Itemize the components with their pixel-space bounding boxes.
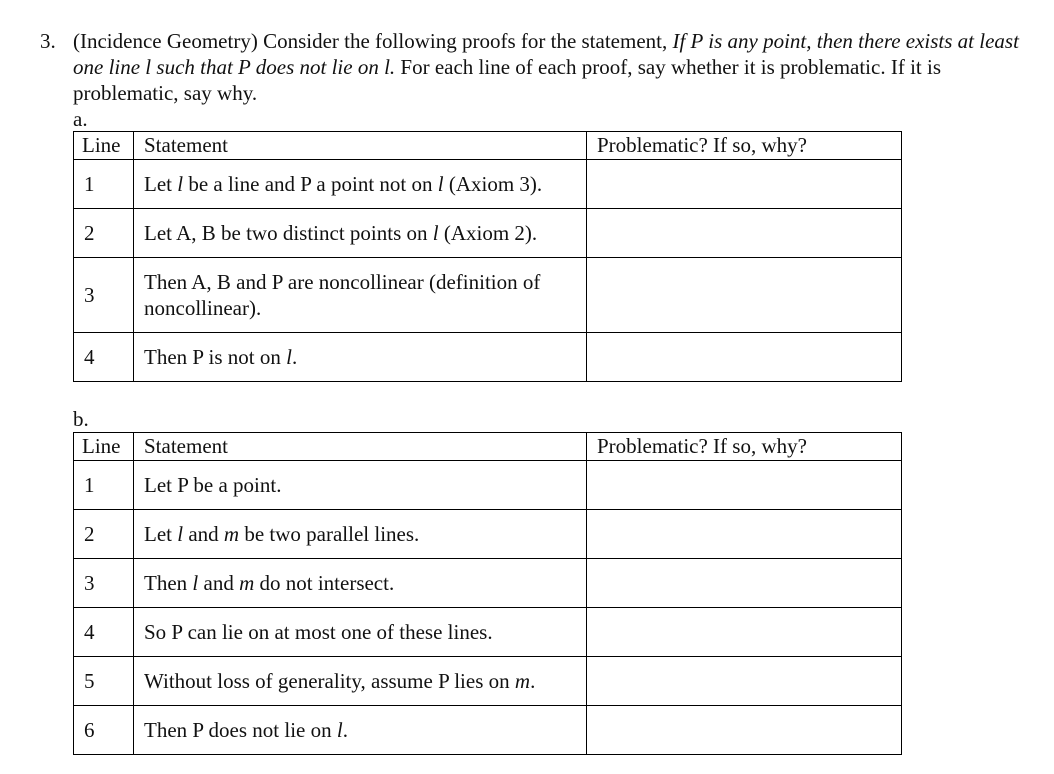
answer-cell[interactable] [587, 209, 902, 258]
table-row [74, 461, 902, 510]
row-line-number: 4 [74, 608, 134, 657]
header-line: Line [74, 433, 134, 461]
proof-table-a [73, 131, 902, 382]
question-text-prefix: (Incidence Geometry) Consider the following proofs for the statement, [73, 29, 673, 53]
header-problematic: Problematic? If so, why? [587, 132, 902, 160]
answer-cell[interactable] [587, 333, 902, 382]
header-statement: Statement [134, 433, 587, 461]
question-text [73, 28, 1033, 106]
header-line: Line [74, 132, 134, 160]
row-line-number: 2 [74, 209, 134, 258]
row-line-number: 3 [74, 559, 134, 608]
table-row [74, 706, 902, 755]
answer-cell[interactable] [587, 160, 902, 209]
table-row [74, 608, 902, 657]
row-statement: Then A, B and P are noncollinear (definition of noncollinear). [134, 258, 587, 333]
question-text-suffix: For each line of each proof, say whether it is problematic. If it is problematic, say why. [73, 55, 941, 105]
proof-table-b [73, 432, 902, 755]
part-a-label: a. [73, 107, 88, 131]
answer-cell[interactable] [587, 510, 902, 559]
row-statement: Let P be a point. [134, 461, 587, 510]
header-statement: Statement [134, 132, 587, 160]
row-statement: Let A, B be two distinct points on l (Axiom 2). [134, 209, 587, 258]
table-row [74, 160, 902, 209]
answer-cell[interactable] [587, 461, 902, 510]
row-line-number: 3 [74, 258, 134, 333]
table-row [74, 657, 902, 706]
row-line-number: 6 [74, 706, 134, 755]
row-statement: Then l and m do not intersect. [134, 559, 587, 608]
table-row [74, 258, 902, 333]
table-row [74, 209, 902, 258]
row-line-number: 1 [74, 160, 134, 209]
table-row [74, 559, 902, 608]
row-line-number: 2 [74, 510, 134, 559]
header-problematic: Problematic? If so, why? [587, 433, 902, 461]
row-statement: Let l and m be two parallel lines. [134, 510, 587, 559]
table-row [74, 510, 902, 559]
answer-cell[interactable] [587, 706, 902, 755]
row-statement: Then P does not lie on l. [134, 706, 587, 755]
row-statement: So P can lie on at most one of these lines. [134, 608, 587, 657]
row-statement: Let l be a line and P a point not on l (Axiom 3). [134, 160, 587, 209]
answer-cell[interactable] [587, 608, 902, 657]
answer-cell[interactable] [587, 657, 902, 706]
answer-cell[interactable] [587, 258, 902, 333]
table-header-row [74, 132, 902, 160]
answer-cell[interactable] [587, 559, 902, 608]
table-row [74, 333, 902, 382]
question-statement: If P is any point, then there exists at least one line l such that P does not lie on l. [73, 29, 1019, 79]
row-line-number: 4 [74, 333, 134, 382]
question-number: 3. [40, 29, 56, 53]
row-line-number: 5 [74, 657, 134, 706]
row-line-number: 1 [74, 461, 134, 510]
table-header-row [74, 433, 902, 461]
row-statement: Without loss of generality, assume P lies on m. [134, 657, 587, 706]
part-b-label: b. [73, 407, 89, 431]
row-statement: Then P is not on l. [134, 333, 587, 382]
